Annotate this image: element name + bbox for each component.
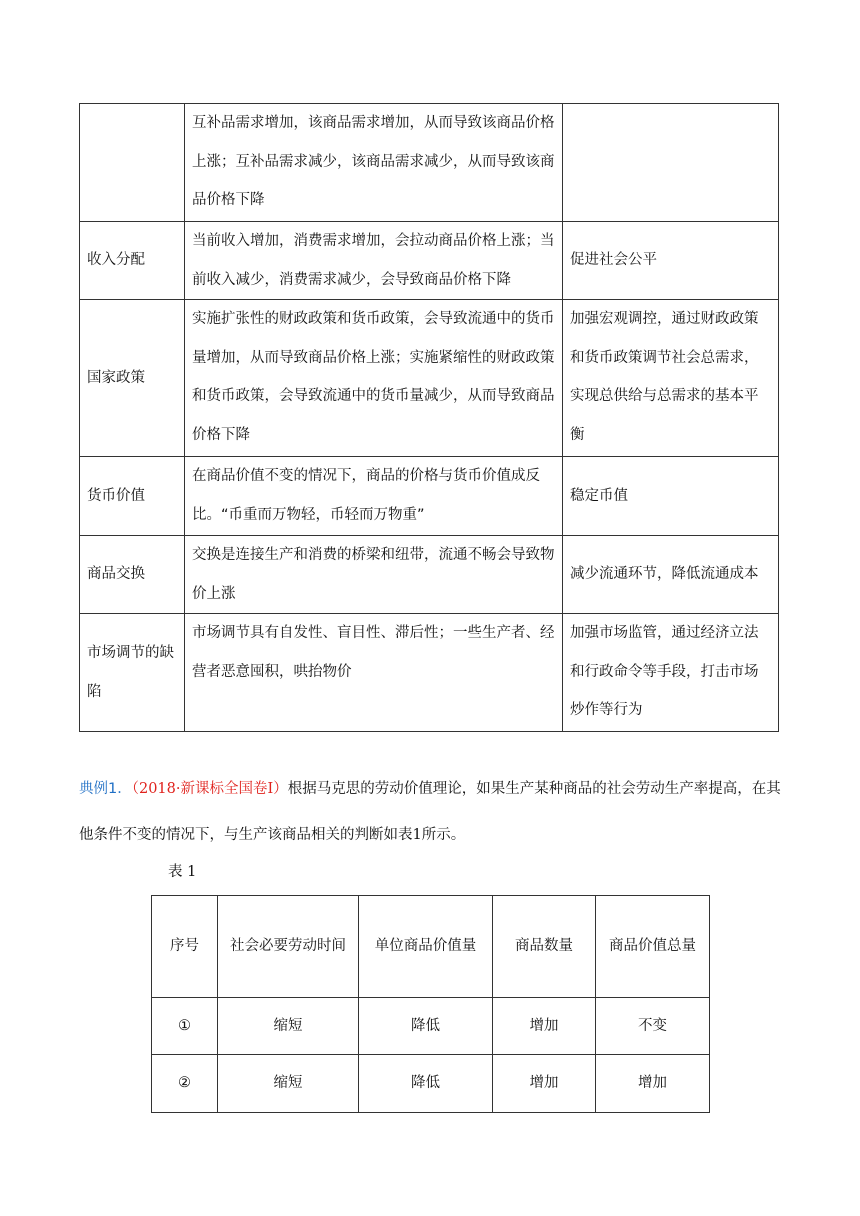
table-row [80, 300, 779, 457]
example-text-part2: 所示。 [421, 827, 466, 843]
measure-cell [563, 104, 779, 222]
table-row [80, 536, 779, 614]
table-cell: 增加 [493, 1055, 596, 1113]
factor-table [79, 103, 779, 732]
measure-cell: 加强宏观调控，通过财政政策和货币政策调节社会总需求，实现总供给与总需求的基本平衡 [563, 300, 779, 457]
effect-cell: 当前收入增加，消费需求增加，会拉动商品价格上涨；当前收入减少，消费需求减少，会导致商品价格下降 [185, 222, 563, 300]
factor-cell: 收入分配 [80, 222, 185, 300]
measure-cell: 减少流通环节，降低流通成本 [563, 536, 779, 614]
table-cell: 降低 [359, 1055, 493, 1113]
table-cell: 缩短 [218, 998, 359, 1055]
table-cell: 降低 [359, 998, 493, 1055]
row-number: ① [152, 998, 218, 1055]
effect-cell: 市场调节具有自发性、盲目性、滞后性；一些生产者、经营者恶意囤积，哄抬物价 [185, 614, 563, 732]
example-text-part1: 根据马克思的劳动价值理论，如果生产某种商品的社会劳动生产率提高，在其他条件不变的情况下，与生产该商品相关的判断如表 [79, 781, 781, 843]
caption-label: 表 [168, 864, 183, 880]
header-row [152, 896, 710, 998]
column-header: 社会必要劳动时间 [218, 896, 359, 998]
measure-cell: 加强市场监管，通过经济立法和行政命令等手段，打击市场炒作等行为 [563, 614, 779, 732]
caption-number: 1 [187, 864, 197, 880]
table-cell: 增加 [493, 998, 596, 1055]
table-row [152, 998, 710, 1055]
effect-cell: 实施扩张性的财政政策和货币政策，会导致流通中的货币量增加，从而导致商品价格上涨；实施紧缩性的财政政策和货币政策，会导致流通中的货币量减少，从而导致商品价格下降 [185, 300, 563, 457]
table-cell: 不变 [596, 998, 710, 1055]
example-question [79, 766, 787, 858]
factor-cell: 货币价值 [80, 457, 185, 536]
factor-cell: 市场调节的缺陷 [80, 614, 185, 732]
factor-cell [80, 104, 185, 222]
table-row [80, 222, 779, 300]
column-header: 序号 [152, 896, 218, 998]
example-source: （2018·新课标全国卷Ⅰ） [131, 781, 288, 797]
example-table [151, 895, 710, 1113]
table-row [80, 614, 779, 732]
table-caption [168, 862, 196, 882]
table-row [80, 457, 779, 536]
table-cell: 增加 [596, 1055, 710, 1113]
effect-cell: 互补品需求增加，该商品需求增加，从而导致该商品价格上涨；互补品需求减少，该商品需求减少，从而导致该商品价格下降 [185, 104, 563, 222]
table-cell: 缩短 [218, 1055, 359, 1113]
row-number: ② [152, 1055, 218, 1113]
table-row [152, 1055, 710, 1113]
table-row [80, 104, 779, 222]
measure-cell: 稳定币值 [563, 457, 779, 536]
column-header: 单位商品价值量 [359, 896, 493, 998]
effect-cell: 在商品价值不变的情况下，商品的价格与货币价值成反比。“币重而万物轻，币轻而万物重” [185, 457, 563, 536]
example-tag: 典例1． [79, 781, 132, 797]
effect-cell: 交换是连接生产和消费的桥梁和纽带，流通不畅会导致物价上涨 [185, 536, 563, 614]
measure-cell: 促进社会公平 [563, 222, 779, 300]
factor-cell: 国家政策 [80, 300, 185, 457]
column-header: 商品价值总量 [596, 896, 710, 998]
factor-cell: 商品交换 [80, 536, 185, 614]
example-table-ref: 1 [412, 827, 422, 843]
column-header: 商品数量 [493, 896, 596, 998]
